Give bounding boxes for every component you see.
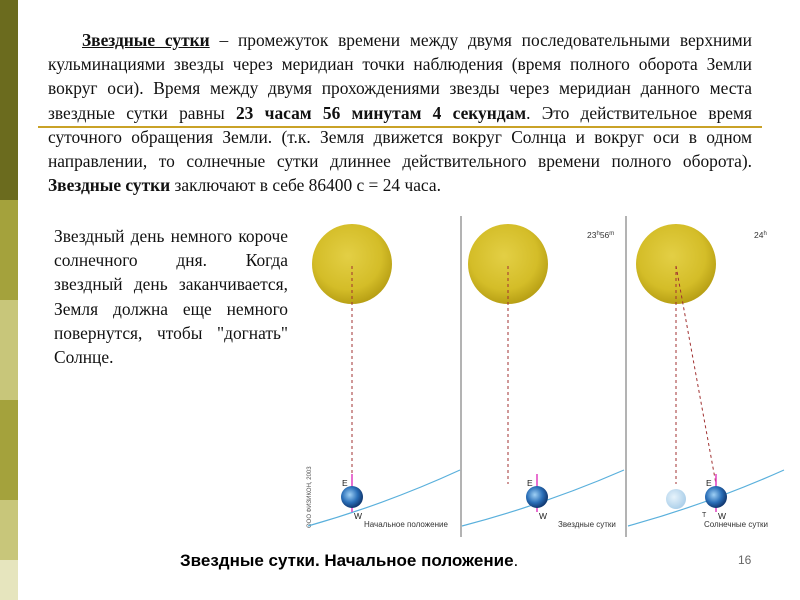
sidebar-segment	[0, 560, 18, 600]
east-label: E	[527, 478, 533, 488]
sidebar-segment	[0, 0, 18, 200]
earth-icon	[526, 486, 548, 508]
figure-caption	[180, 551, 518, 571]
time-label: 24$^h$	[754, 230, 767, 240]
orbit-path	[308, 470, 460, 526]
panel-initial-position	[308, 224, 460, 529]
panel-solar-day	[628, 224, 784, 529]
definition-text-2: . Это действительное время суточного обращения Земли. (т.к. Земля движется вокруг Солнца и вокруг оси в одном направлении, то солнечные сутки длиннее действительного времени полного оборота).	[48, 102, 752, 172]
term-sidereal-day: Звездные сутки	[82, 30, 210, 50]
t-label: T	[702, 512, 707, 519]
caption-dot: .	[513, 551, 519, 570]
panel-label: Солнечные сутки	[704, 520, 768, 529]
sidebar-decoration	[0, 0, 18, 600]
duration-value: 23 часам 56 минутам 4 секундам	[235, 102, 527, 123]
west-label: W	[354, 511, 363, 521]
term-sidereal-day-2: Звездные сутки	[48, 175, 171, 196]
time-label: 23$^h$56$^m$	[587, 230, 615, 240]
sidebar-segment	[0, 300, 18, 400]
page-number: 16	[738, 553, 752, 567]
earth-icon	[341, 486, 363, 508]
sidebar-segment	[0, 200, 18, 300]
panel-label: Начальное положение	[364, 520, 448, 529]
panel-label: Звездные сутки	[558, 520, 616, 529]
panel-sidereal-day	[462, 224, 624, 529]
definition-text: – промежуток времени между двумя последовательными верхними кульминациями звезды через меридиан точки наблюдения (время полного оборота Земли вокруг оси). Время между двумя прохождениями звезды через меридиан данного места звездные сутки равны	[48, 30, 752, 123]
east-label: E	[342, 478, 348, 488]
definition-text-3: заключают в себе 86400 с = 24 часа.	[170, 175, 441, 196]
west-label: W	[539, 511, 548, 521]
definition-paragraph	[48, 28, 752, 197]
earth-ghost-icon	[666, 489, 686, 509]
sidereal-day-diagram	[296, 212, 786, 542]
sidebar-segment	[0, 500, 18, 560]
sidebar-segment	[0, 400, 18, 500]
caption-text: Звездные сутки. Начальное положение	[180, 551, 514, 570]
east-label: E	[706, 478, 712, 488]
earth-icon	[705, 486, 727, 508]
west-label: W	[718, 511, 727, 521]
explanation-paragraph: Звездный день немного короче солнечного дня. Когда звездный день заканчивается, Земля должна еще немного повернутся, чтобы "догнать" Солнце.	[54, 226, 288, 368]
copyright-text: ООО ФИЗИКОН, 2003	[307, 466, 313, 528]
